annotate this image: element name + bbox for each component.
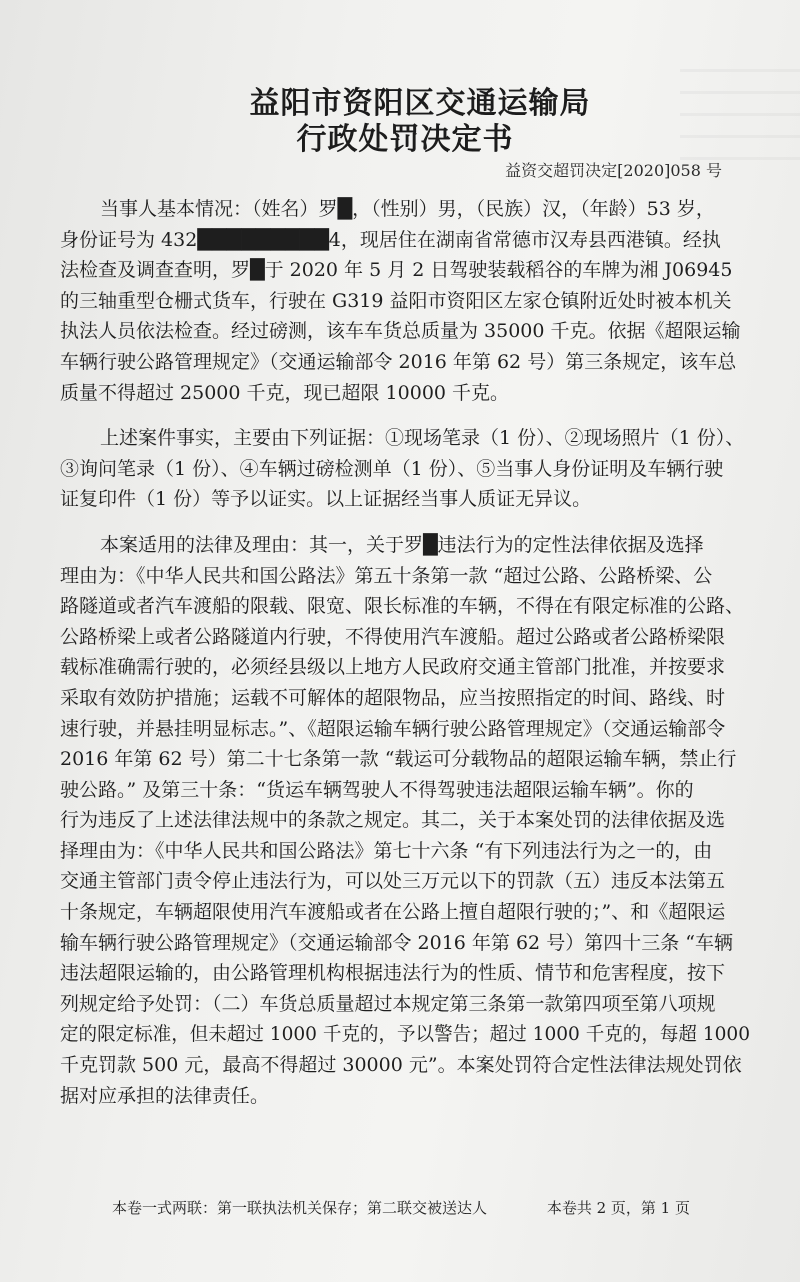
paragraph-legal-basis xyxy=(60,530,750,1111)
text-line: 车辆行驶公路管理规定》（交通运输部令 2016 年第 62 号）第三条规定，该车总 xyxy=(60,350,737,373)
text-line: 行为违反了上述法律法规中的条款之规定。其二，关于本案处罚的法律依据及选 xyxy=(60,809,726,832)
text-line: 择理由为：《中华人民共和国公路法》第七十六条 “有下列违法行为之一的，由 xyxy=(60,839,713,862)
text-line: 执法人员依法检查。经过磅测，该车车货总质量为 35000 千克。依据《超限运输 xyxy=(60,320,741,343)
page-indicator: 本卷共 2 页，第 1 页 xyxy=(546,1199,690,1217)
text-line: 质量不得超过 25000 千克，现已超限 10000 千克。 xyxy=(60,381,510,404)
text-line: 定的限定标准，但未超过 1000 千克的，予以警告；超过 1000 千克的，每超 1000 xyxy=(60,1023,750,1046)
text-line: 输车辆行驶公路管理规定》（交通运输部令 2016 年第 62 号）第四十三条 “车辆 xyxy=(60,931,733,954)
paragraph-party-info xyxy=(60,194,750,408)
text-line: 法检查及调查查明，罗█于 2020 年 5 月 2 日驾驶装载稻谷的车牌为湘 J06945 xyxy=(60,259,733,282)
text-line: 证复印件（1 份）等予以证实。以上证据经当事人质证无异议。 xyxy=(60,488,592,511)
document-type-title: 行政处罚决定书 xyxy=(296,122,514,157)
text-line: 据对应承担的法律责任。 xyxy=(60,1084,270,1107)
text-line: 交通主管部门责令停止违法行为，可以处三万元以下的罚款（五）违反本法第五 xyxy=(60,870,726,893)
text-line: 的三轴重型仓栅式货车，行驶在 G319 益阳市资阳区左家仓镇附近处时被本机关 xyxy=(60,289,732,312)
document-number: 益资交超罚决定[2020]058 号 xyxy=(505,161,722,180)
text-line: 路隧道或者汽车渡船的限载、限宽、限长标准的车辆，不得在有限定标准的公路、 xyxy=(60,595,745,618)
text-line: 驶公路。” 及第三十条：“货运车辆驾驶人不得驾驶违法超限运输车辆”。你的 xyxy=(60,778,694,801)
text-line: 本案适用的法律及理由：其一，关于罗█违法行为的定性法律依据及选择 xyxy=(100,533,704,556)
text-line: 违法超限运输的，由公路管理机构根据违法行为的性质、情节和危害程度，按下 xyxy=(60,962,726,985)
text-line: 千克罚款 500 元，最高不得超过 30000 元”。本案处罚符合定性法律法规处罚依 xyxy=(60,1054,742,1077)
text-line: 上述案件事实，主要由下列证据：①现场笔录（1 份）、②现场照片（1 份）、 xyxy=(100,427,745,450)
copies-note: 本卷一式两联：第一联执法机关保存；第二联交被送达人 xyxy=(112,1199,488,1217)
text-line: ③询问笔录（1 份）、④车辆过磅检测单（1 份）、⑤当事人身份证明及车辆行驶 xyxy=(60,457,724,480)
text-line: 公路桥梁上或者公路隧道内行驶，不得使用汽车渡船。超过公路或者公路桥梁限 xyxy=(60,625,726,648)
text-line: 理由为：《中华人民共和国公路法》第五十条第一款 “超过公路、公路桥梁、公 xyxy=(60,564,713,587)
text-line: 列规定给予处罚：（二）车货总质量超过本规定第三条第一款第四项至第八项规 xyxy=(60,992,716,1015)
text-line: 采取有效防护措施；运载不可解体的超限物品，应当按照指定的时间、路线、时 xyxy=(60,686,726,709)
text-line: 载标准确需行驶的，必须经县级以上地方人民政府交通主管部门批准，并按要求 xyxy=(60,656,726,679)
text-line: 十条规定，车辆超限使用汽车渡船或者在公路上擅自超限行驶的；”、和《超限运 xyxy=(60,901,726,924)
issuing-authority-title: 益阳市资阳区交通运输局 xyxy=(249,86,591,121)
text-line: 身份证号为 432█████████4，现居住在湖南省常德市汉寿县西港镇。经执 xyxy=(60,228,721,251)
text-line: 当事人基本情况：（姓名）罗█，（性别）男，（民族）汉，（年龄）53 岁， xyxy=(100,198,715,220)
paragraph-evidence xyxy=(60,423,750,515)
text-line: 速行驶，并悬挂明显标志。”、《超限运输车辆行驶公路管理规定》（交通运输部令 xyxy=(60,717,726,740)
document-body xyxy=(60,194,750,1111)
text-line: 2016 年第 62 号）第二十七条第一款 “载运可分载物品的超限运输车辆，禁止行 xyxy=(60,748,737,771)
